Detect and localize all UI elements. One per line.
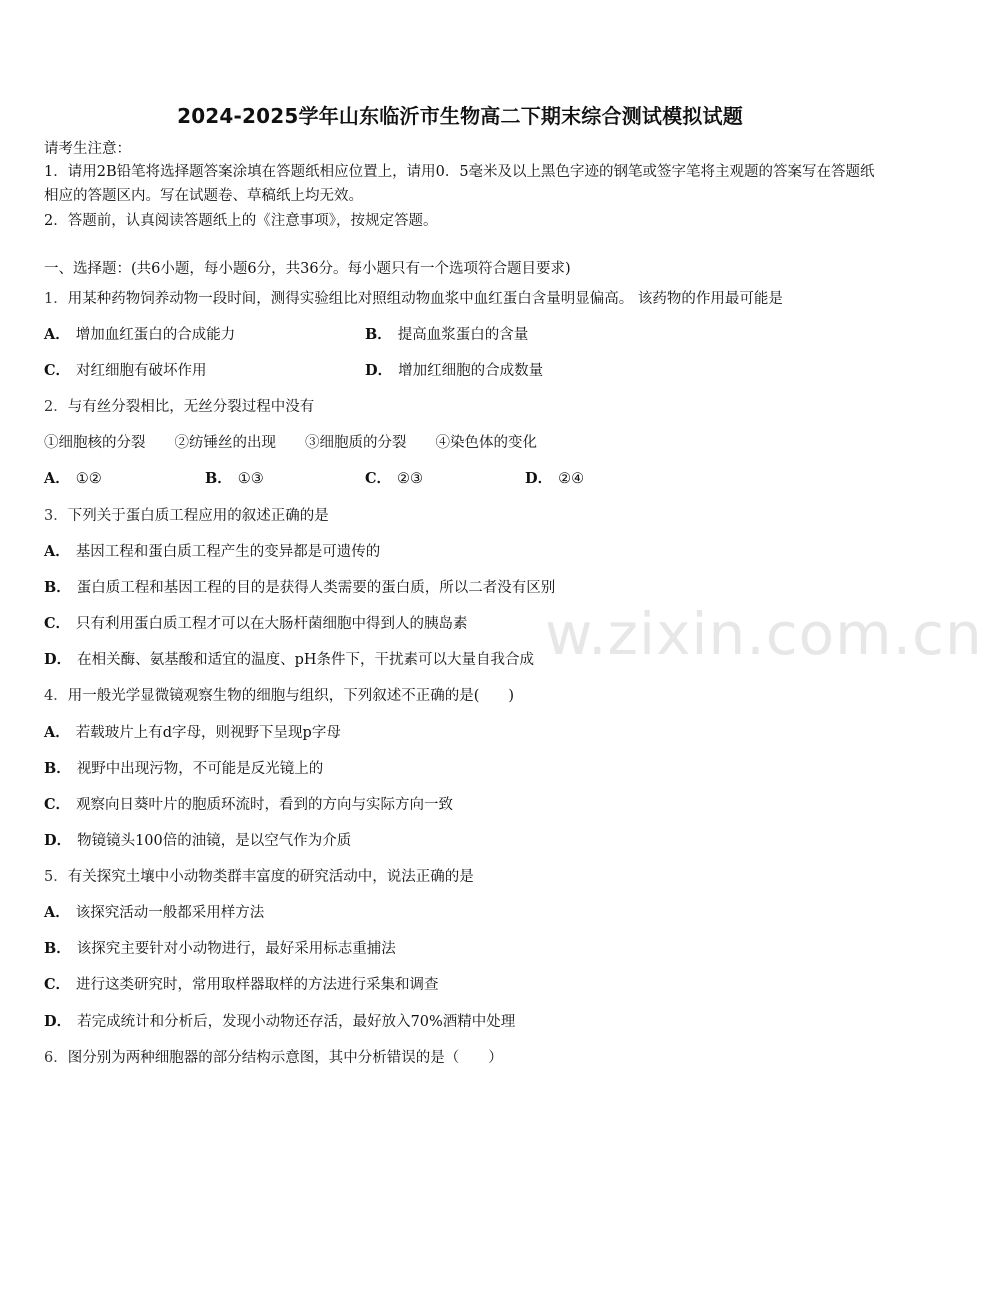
q5-option-d[interactable]: D． 若完成统计和分析后，发现小动物还存活，最好放入70%酒精中处理	[44, 1013, 516, 1030]
q1-option-d[interactable]: D． 增加红细胞的合成数量	[365, 362, 544, 379]
q3-option-d[interactable]: D． 在相关酶、氨基酸和适宜的温度、pH条件下，干扰素可以大量自我合成	[44, 651, 535, 668]
q4-option-c[interactable]: C． 观察向日葵叶片的胞质环流时，看到的方向与实际方向一致	[44, 796, 454, 813]
question-number: 2．	[44, 399, 68, 415]
question-stem: 下列关于蛋白质工程应用的叙述正确的是	[67, 508, 329, 524]
q4-option-b[interactable]: B． 视野中出现污物，不可能是反光镜上的	[44, 760, 324, 777]
q5-option-c[interactable]: C． 进行这类研究时，常用取样器取样的方法进行采集和调查	[44, 976, 439, 993]
q4-option-d[interactable]: D． 物镜镜头100倍的油镜，是以空气作为介质	[44, 832, 352, 849]
question-3	[44, 506, 329, 526]
question-number: 3．	[44, 508, 68, 524]
q5-option-a[interactable]: A． 该探究活动一般都采用样方法	[44, 904, 265, 921]
q2-option-b[interactable]: B． ①③	[205, 470, 264, 487]
watermark: w.zixin.com.cn	[545, 600, 983, 668]
question-number: 4．	[44, 688, 68, 704]
notice-item-2: 2．答题前，认真阅读答题纸上的《注意事项》，按规定答题。	[44, 213, 438, 229]
question-stem: 用一般光学显微镜观察生物的细胞与组织，下列叙述不正确的是( )	[67, 688, 515, 704]
question-2	[44, 397, 314, 417]
q1-option-b[interactable]: B． 提高血浆蛋白的含量	[365, 326, 529, 343]
question-1	[44, 289, 783, 309]
question-5	[44, 867, 474, 887]
question-stem: 图分别为两种细胞器的部分结构示意图，其中分析错误的是（ ）	[67, 1050, 503, 1066]
page-title: 2024-2025学年山东临沂市生物高二下期末综合测试模拟试题	[177, 104, 743, 128]
q1-option-a[interactable]: A． 增加血红蛋白的合成能力	[44, 326, 236, 343]
notice-heading: 请考生注意：	[44, 141, 131, 157]
q5-option-b[interactable]: B． 该探究主要针对小动物进行，最好采用标志重捕法	[44, 940, 396, 957]
question-stem: 用某种药物饲养动物一段时间，测得实验组比对照组动物血浆中血红蛋白含量明显偏高。 该药物的作用最可能是	[67, 291, 783, 307]
notice-item-1: 1．请用2B铅笔将选择题答案涂填在答题纸相应位置上，请用0．5毫米及以上黑色字迹的钢笔或签字笔将主观题的答案写在答题纸相应的答题区内。写在试题卷、草稿纸上均无效。	[44, 164, 875, 204]
question-stem: 与有丝分裂相比，无丝分裂过程中没有	[67, 399, 315, 415]
question-number: 1．	[44, 291, 68, 307]
question-stem: 有关探究土壤中小动物类群丰富度的研究活动中，说法正确的是	[67, 869, 474, 885]
section-heading: 一、选择题：(共6小题，每小题6分，共36分。每小题只有一个选项符合题目要求)	[44, 261, 571, 277]
question-6	[44, 1048, 503, 1068]
q4-option-a[interactable]: A． 若载玻片上有d字母，则视野下呈现p字母	[44, 724, 341, 741]
q3-option-a[interactable]: A． 基因工程和蛋白质工程产生的变异都是可遗传的	[44, 543, 381, 560]
question-4	[44, 686, 514, 706]
q2-items: ①细胞核的分裂 ②纺锤丝的出现 ③细胞质的分裂 ④染色体的变化	[44, 435, 537, 451]
q2-option-c[interactable]: C． ②③	[365, 470, 424, 487]
q2-option-a[interactable]: A． ①②	[44, 470, 102, 487]
q1-option-c[interactable]: C． 对红细胞有破坏作用	[44, 362, 207, 379]
question-number: 6．	[44, 1050, 68, 1066]
q2-option-d[interactable]: D． ②④	[525, 470, 585, 487]
q3-option-c[interactable]: C． 只有利用蛋白质工程才可以在大肠杆菌细胞中得到人的胰岛素	[44, 615, 468, 632]
q3-option-b[interactable]: B． 蛋白质工程和基因工程的目的是获得人类需要的蛋白质，所以二者没有区别	[44, 579, 556, 596]
question-number: 5．	[44, 869, 68, 885]
